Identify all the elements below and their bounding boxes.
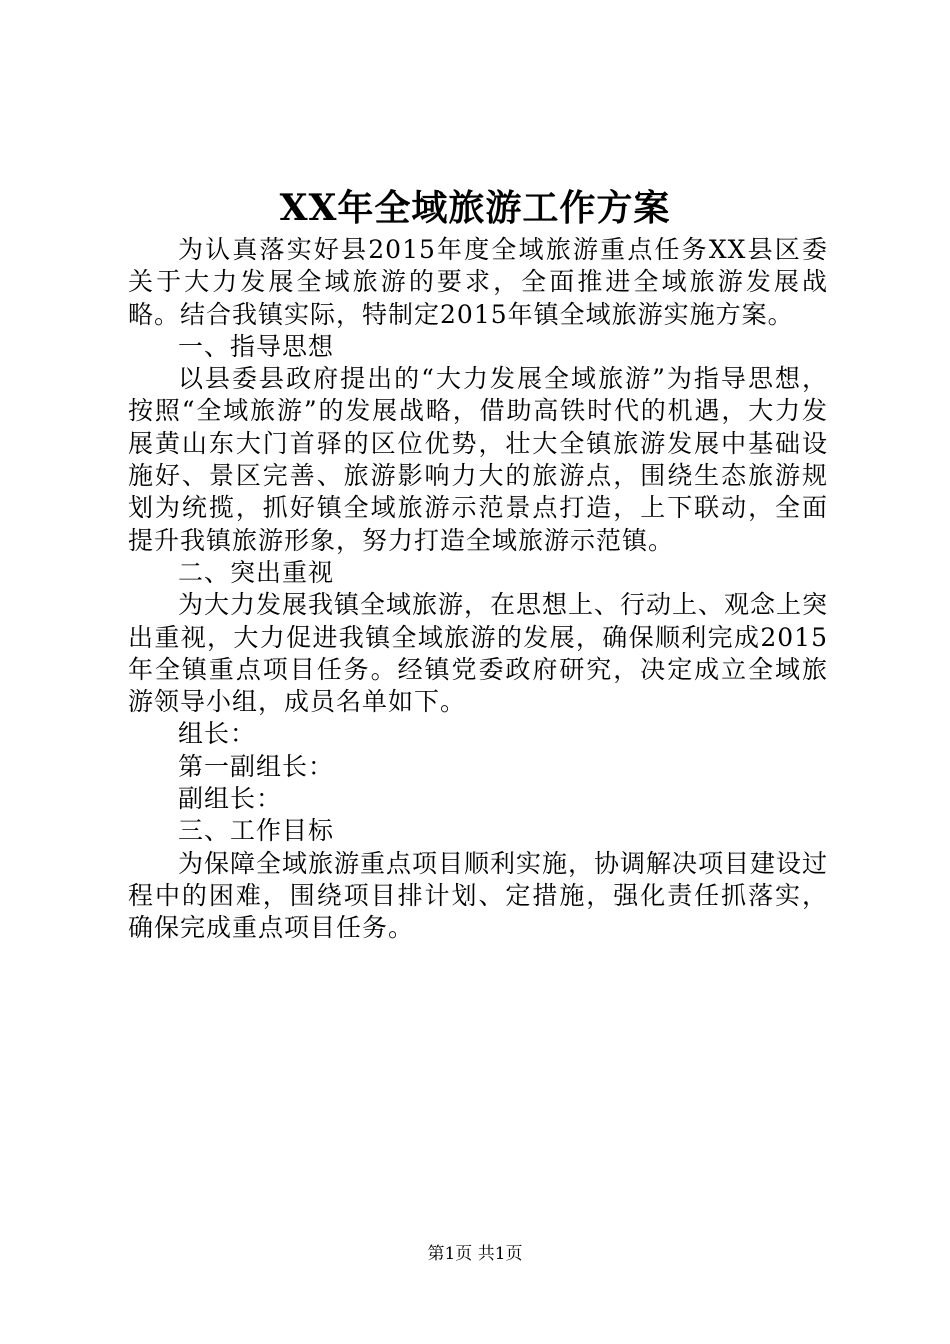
first-deputy-line: 第一副组长： bbox=[178, 751, 335, 781]
deputy-line: 副组长： bbox=[178, 784, 283, 814]
section2-heading: 二、突出重视 bbox=[178, 557, 335, 587]
document-body bbox=[128, 234, 828, 945]
section1-paragraph: 以县委县政府提出的“大力发展全域旅游”为指导思想，按照“全域旅游”的发展战略，借助高铁时代的机遇，大力发展黄山东大门首驿的区位优势，壮大全镇旅游发展中基础设施好、景区完善、旅游影响力大的旅游点，围绕生态旅游规划为统揽，抓好镇全域旅游示范景点打造，上下联动，全面提升我镇旅游形象，努力打造全域旅游示范镇。 bbox=[128, 364, 828, 555]
section2-paragraph: 为大力发展我镇全域旅游，在思想上、行动上、观念上突出重视，大力促进我镇全域旅游的发展，确保顺利完成2015年全镇重点项目任务。经镇党委政府研究，决定成立全域旅游领导小组，成员名单如下。 bbox=[128, 590, 829, 717]
section3-paragraph: 为保障全域旅游重点项目顺利实施，协调解决项目建设过程中的困难，围绕项目排计划、定措施，强化责任抓落实，确保完成重点项目任务。 bbox=[128, 848, 829, 943]
document-title: XX年全域旅游工作方案 bbox=[279, 187, 671, 229]
leader-line: 组长： bbox=[178, 719, 257, 749]
section3-heading: 三、工作目标 bbox=[178, 816, 335, 846]
intro-paragraph: 为认真落实好县2015年度全域旅游重点任务XX县区委关于大力发展全域旅游的要求，全面推进全域旅游发展战略。结合我镇实际，特制定2015年镇全域旅游实施方案。 bbox=[128, 235, 828, 329]
page-footer: 第1页 共1页 bbox=[427, 1244, 523, 1264]
section1-heading: 一、指导思想 bbox=[178, 331, 335, 361]
